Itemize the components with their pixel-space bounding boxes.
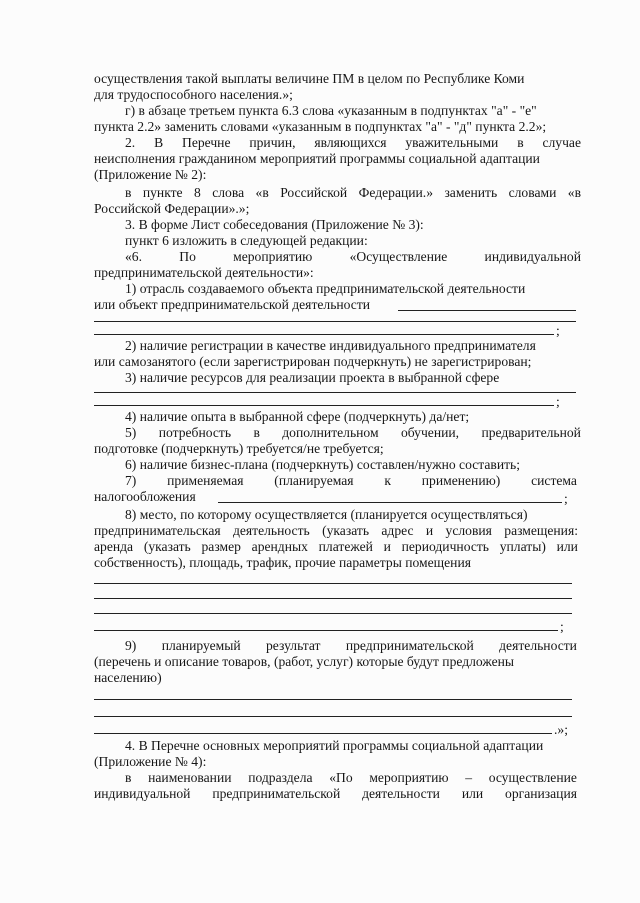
text-line: 4) наличие опыта в выбранной сфере (подчеркнуть) да/нет; [125,409,470,424]
text-line-justified: индивидуальной предпринимательской деятельности или организация [94,786,577,801]
blank-line [94,598,572,599]
blank-line [398,310,576,311]
text-line-justified: предпринимательская деятельность (указать адрес и условия размещения: [94,523,578,538]
text-line-justified: 9) планируемый результат предпринимательской деятельности [125,638,577,653]
text-line: налогообложения [94,489,196,504]
blank-terminator: ; [564,491,568,506]
text-line: или самозанятого (если зарегистрирован подчеркнуть) не зарегистрирован; [94,354,532,369]
text-line: (Приложение № 4): [94,754,207,769]
text-line-justified: 7) применяемая (планируемая к применению) система [125,473,577,488]
blank-line [94,733,552,734]
text-line: 1) отрасль создаваемого объекта предпринимательской деятельности [125,281,526,296]
blank-line [94,334,554,335]
text-line: осуществления такой выплаты величине ПМ в целом по Республике Коми [94,71,525,86]
text-line: предпринимательской деятельности»: [94,265,314,280]
text-line: 6) наличие бизнес-плана (подчеркнуть) составлен/нужно составить; [125,457,521,472]
text-line-justified: «6. По мероприятию «Осуществление индивидуальной [125,249,581,264]
text-line-justified: аренда (указать размер арендных платежей и периодичность уплаты) или [94,539,578,554]
text-line: г) в абзаце третьем пункта 6.3 слова «указанным в подпунктах "а" - "е" [125,103,537,118]
blank-line [94,392,576,393]
text-line: неисполнения гражданином мероприятий программы социальной адаптации [94,151,540,166]
text-line-justified: 2. В Перечне причин, являющихся уважительными в случае [125,135,581,150]
text-line: (Приложение № 2): [94,167,207,182]
text-line: для трудоспособного населения.»; [94,87,293,102]
text-line: 8) место, по которому осуществляется (планируется осуществляться) [125,507,528,522]
text-line: 3. В форме Лист собеседования (Приложение № 3): [125,217,424,232]
blank-line [94,583,572,584]
text-line-justified: 5) потребность в дополнительном обучении, предварительной [125,425,581,440]
blank-terminator: .»; [554,722,568,737]
text-line: пункт 6 изложить в следующей редакции: [125,233,368,248]
text-line: пункта 2.2» заменить словами «указанным в подпунктах "а" - "д" пункта 2.2»; [94,119,547,134]
text-line: 3) наличие ресурсов для реализации проекта в выбранной сфере [125,370,500,385]
blank-line [94,716,572,717]
blank-line [218,502,562,503]
blank-line [94,630,558,631]
text-line-justified: в наименовании подраздела «По мероприятию – осуществление [125,770,577,785]
blank-line [94,405,554,406]
blank-line [94,321,576,322]
blank-terminator: ; [560,619,564,634]
text-line: (перечень и описание товаров, (работ, услуг) которые будут предложены [94,654,515,669]
text-line: подготовке (подчеркнуть) требуется/не требуется; [94,441,384,456]
text-line: 2) наличие регистрации в качестве индивидуального предпринимателя [125,338,536,353]
blank-line [94,699,572,700]
text-line: населению) [94,670,162,685]
text-line-justified: в пункте 8 слова «в Российской Федерации.» заменить словами «в [125,185,581,200]
blank-terminator: ; [556,323,560,338]
text-line: 4. В Перечне основных мероприятий программы социальной адаптации [125,738,544,753]
text-line: или объект предпринимательской деятельности [94,297,371,312]
text-line: Российской Федерации».»; [94,201,250,216]
blank-terminator: ; [556,394,560,409]
blank-line [94,613,572,614]
text-line: собственность), площадь, трафик, прочие параметры помещения [94,555,471,570]
